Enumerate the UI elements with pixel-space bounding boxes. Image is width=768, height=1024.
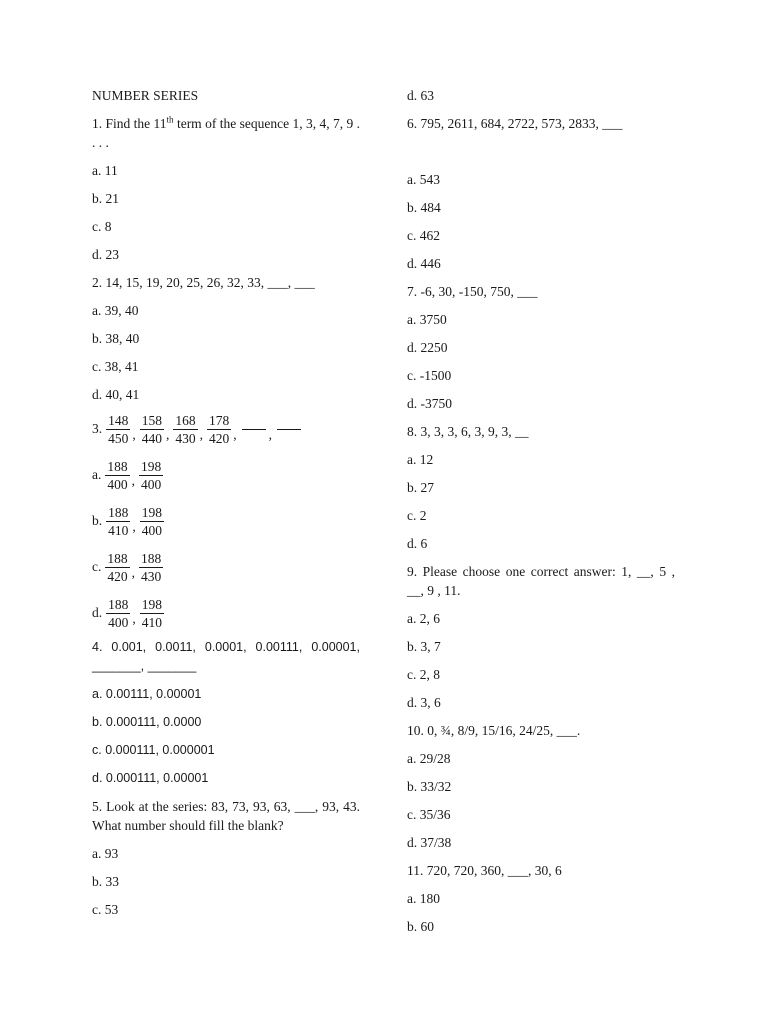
question-9: 9. Please choose one correct answer: 1, __, 5 , __, 9 , 11. (407, 564, 675, 598)
q9-option-d: d. 3, 6 (407, 695, 441, 710)
q3-option-c: c. $\frac{188}{420}$ , $\frac{188}{430}$ (92, 550, 162, 584)
fraction: $\frac{188}{400}$ (107, 458, 128, 492)
left-column (92, 86, 360, 919)
question-10: 10. 0, ¾, 8/9, 15/16, 24/25, ___. (407, 723, 581, 738)
q3-option-b: b. $\frac{188}{410}$ , $\frac{198}{400}$ (92, 504, 162, 538)
q6-option-b: b. 484 (407, 200, 441, 215)
q3-option-a: a. $\frac{188}{400}$ , $\frac{198}{400}$ (92, 458, 162, 492)
fraction: $\frac{188}{420}$ (107, 550, 128, 584)
q5-option-a: a. 93 (92, 846, 119, 861)
q9-option-a: a. 2, 6 (407, 611, 440, 626)
q11-option-a: a. 180 (407, 891, 440, 906)
q4-option-c: c. 0.000111, 0.000001 (92, 743, 215, 757)
q1-option-d: d. 23 (92, 247, 119, 262)
page-title: NUMBER SERIES (92, 88, 199, 103)
q4-option-d: d. 0.000111, 0.00001 (92, 771, 209, 785)
answer-blank (242, 428, 266, 430)
fraction: $\frac{188}{430}$ (141, 550, 162, 584)
q6-option-c: c. 462 (407, 228, 440, 243)
q7-option-c: c. -1500 (407, 368, 452, 383)
q3-label: 3. (92, 421, 103, 436)
question-8: 8. 3, 3, 3, 6, 3, 9, 3, __ (407, 424, 529, 439)
question-11: 11. 720, 720, 360, ___, 30, 6 (407, 863, 562, 878)
q1-option-a: a. 11 (92, 163, 118, 178)
q7-option-b: d. 2250 (407, 340, 448, 355)
q11-option-b: b. 60 (407, 919, 434, 934)
q8-option-a: a. 12 (407, 452, 434, 467)
fraction: $\frac{168}{430}$ (175, 412, 196, 446)
question-2: 2. 14, 15, 19, 20, 25, 26, 32, 33, ___, ___ (92, 275, 315, 290)
question-7: 7. -6, 30, -150, 750, ___ (407, 284, 538, 299)
question-5: 5. Look at the series: 83, 73, 93, 63, ___, 93, 43. What number should fill the blank? (92, 799, 360, 833)
fraction: $\frac{188}{400}$ (108, 596, 129, 630)
q5-option-c: c. 53 (92, 902, 119, 917)
q9-option-c: c. 2, 8 (407, 667, 440, 682)
q1-option-b: b. 21 (92, 191, 119, 206)
q7-option-a: a. 3750 (407, 312, 447, 327)
q10-option-b: b. 33/32 (407, 779, 452, 794)
fraction: $\frac{198}{410}$ (141, 596, 162, 630)
fraction: $\frac{178}{420}$ (209, 412, 230, 446)
right-column (407, 86, 675, 936)
q10-option-c: c. 35/36 (407, 807, 451, 822)
q8-option-b: b. 27 (407, 480, 434, 495)
question-6: 6. 795, 2611, 684, 2722, 573, 2833, ___ (407, 116, 623, 131)
question-3: 3. $\frac{148}{450}$ , $\frac{158}{440}$ , $\frac{168}{430}$ , $\frac{178}{420}$ , , (92, 410, 360, 448)
fraction: $\frac{188}{410}$ (108, 504, 129, 538)
q6-option-d: d. 446 (407, 256, 441, 271)
fraction: $\frac{148}{450}$ (108, 412, 129, 446)
q5-option-b: b. 33 (92, 874, 119, 889)
q4-option-b: b. 0.000111, 0.0000 (92, 715, 202, 729)
q6-option-a: a. 543 (407, 172, 440, 187)
q2-option-a: a. 39, 40 (92, 303, 139, 318)
fraction: $\frac{198}{400}$ (141, 504, 162, 538)
question-4: 4. 0.001, 0.0011, 0.0001, 0.00111, 0.00001, _______, _______ (92, 640, 360, 673)
q2-option-b: b. 38, 40 (92, 331, 140, 346)
q3-option-d: d. $\frac{188}{400}$ , $\frac{198}{410}$ (92, 596, 162, 630)
q5-option-d: d. 63 (407, 88, 434, 103)
q8-option-d: d. 6 (407, 536, 428, 551)
question-1: 1. Find the 11th term of the sequence 1, 3, 4, 7, 9 . . . . (92, 114, 360, 150)
q1-option-c: c. 8 (92, 219, 112, 234)
q9-option-b: b. 3, 7 (407, 639, 441, 654)
q2-option-c: c. 38, 41 (92, 359, 139, 374)
q8-option-c: c. 2 (407, 508, 427, 523)
q10-option-a: a. 29/28 (407, 751, 451, 766)
fraction: $\frac{198}{400}$ (141, 458, 162, 492)
q2-option-d: d. 40, 41 (92, 387, 140, 402)
q7-option-d: d. -3750 (407, 396, 452, 411)
q4-option-a: a. 0.00111, 0.00001 (92, 687, 202, 701)
fraction: $\frac{158}{440}$ (141, 412, 162, 446)
answer-blank (277, 428, 301, 430)
q10-option-d: d. 37/38 (407, 835, 452, 850)
